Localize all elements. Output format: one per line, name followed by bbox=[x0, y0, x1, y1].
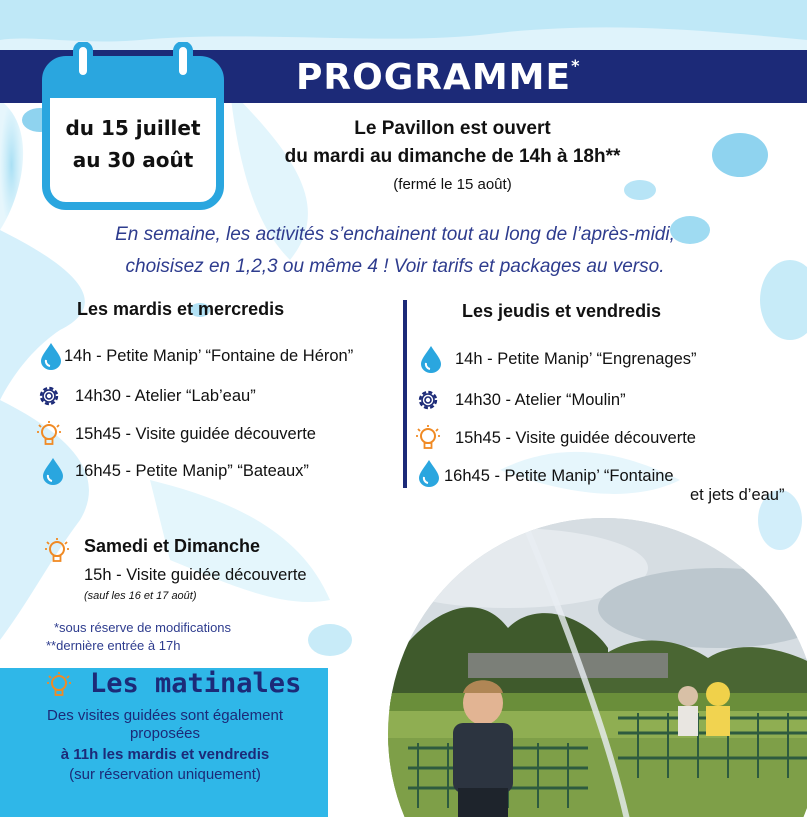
lightbulb-icon bbox=[46, 671, 72, 699]
right-activity-1: 14h - Petite Manip’ “Engrenages” bbox=[455, 350, 697, 368]
gear-icon bbox=[415, 386, 441, 414]
lightbulb-icon bbox=[415, 424, 441, 452]
left-activity-4: 16h45 - Petite Manip” “Bateaux” bbox=[75, 462, 309, 480]
water-drop-icon bbox=[40, 457, 66, 485]
weekend-exception-note: (sauf les 16 et 17 août) bbox=[84, 590, 197, 602]
opening-line-1: Le Pavillon est ouvert bbox=[354, 118, 551, 139]
intro-line-1: En semaine, les activités s’enchainent tout au long de l’après-midi, bbox=[115, 224, 675, 245]
matinales-line-4: (sur réservation uniquement) bbox=[69, 766, 261, 783]
weekend-activity: 15h - Visite guidée découverte bbox=[84, 566, 307, 584]
water-drop-icon bbox=[38, 342, 64, 370]
matinales-line-3: à 11h les mardis et vendredis bbox=[60, 746, 270, 763]
weekend-title: Samedi et Dimanche bbox=[84, 536, 261, 556]
lightbulb-icon bbox=[36, 420, 62, 448]
right-activity-4: 16h45 - Petite Manip’ “Fontaine bbox=[444, 467, 674, 485]
page-title: PROGRAMME* bbox=[296, 56, 581, 98]
left-activity-1: 14h - Petite Manip’ “Fontaine de Héron” bbox=[64, 347, 354, 365]
left-column-heading: Les mardis et mercredis bbox=[77, 299, 285, 319]
right-activity-2: 14h30 - Atelier “Moulin” bbox=[455, 391, 626, 409]
water-drop-icon bbox=[418, 345, 444, 373]
calendar-line-2: au 30 août bbox=[72, 148, 194, 172]
calendar-line-1: du 15 juillet bbox=[65, 116, 201, 140]
left-activity-2: 14h30 - Atelier “Lab’eau” bbox=[75, 387, 256, 405]
footnote-last-entry: **dernière entrée à 17h bbox=[46, 638, 181, 653]
footnote-reserve: *sous réserve de modifications bbox=[54, 620, 232, 635]
lightbulb-icon bbox=[44, 537, 70, 565]
column-divider bbox=[403, 300, 407, 488]
matinales-line-1: Des visites guidées sont également bbox=[47, 707, 283, 724]
right-activity-3: 15h45 - Visite guidée découverte bbox=[455, 429, 696, 447]
opening-line-2: du mardi au dimanche de 14h à 18h** bbox=[284, 146, 621, 167]
left-activity-3: 15h45 - Visite guidée découverte bbox=[75, 425, 316, 443]
right-activity-4-continued: et jets d’eau” bbox=[690, 486, 785, 504]
right-column-heading: Les jeudis et vendredis bbox=[462, 301, 662, 321]
matinales-line-2: proposées bbox=[129, 725, 201, 742]
gear-icon bbox=[36, 382, 62, 410]
closed-note: (fermé le 15 août) bbox=[393, 176, 512, 193]
matinales-title: Les matinales bbox=[90, 668, 302, 699]
water-drop-icon bbox=[416, 459, 442, 487]
intro-line-2: choisisez en 1,2,3 ou même 4 ! Voir tarifs et packages au verso. bbox=[125, 256, 665, 277]
